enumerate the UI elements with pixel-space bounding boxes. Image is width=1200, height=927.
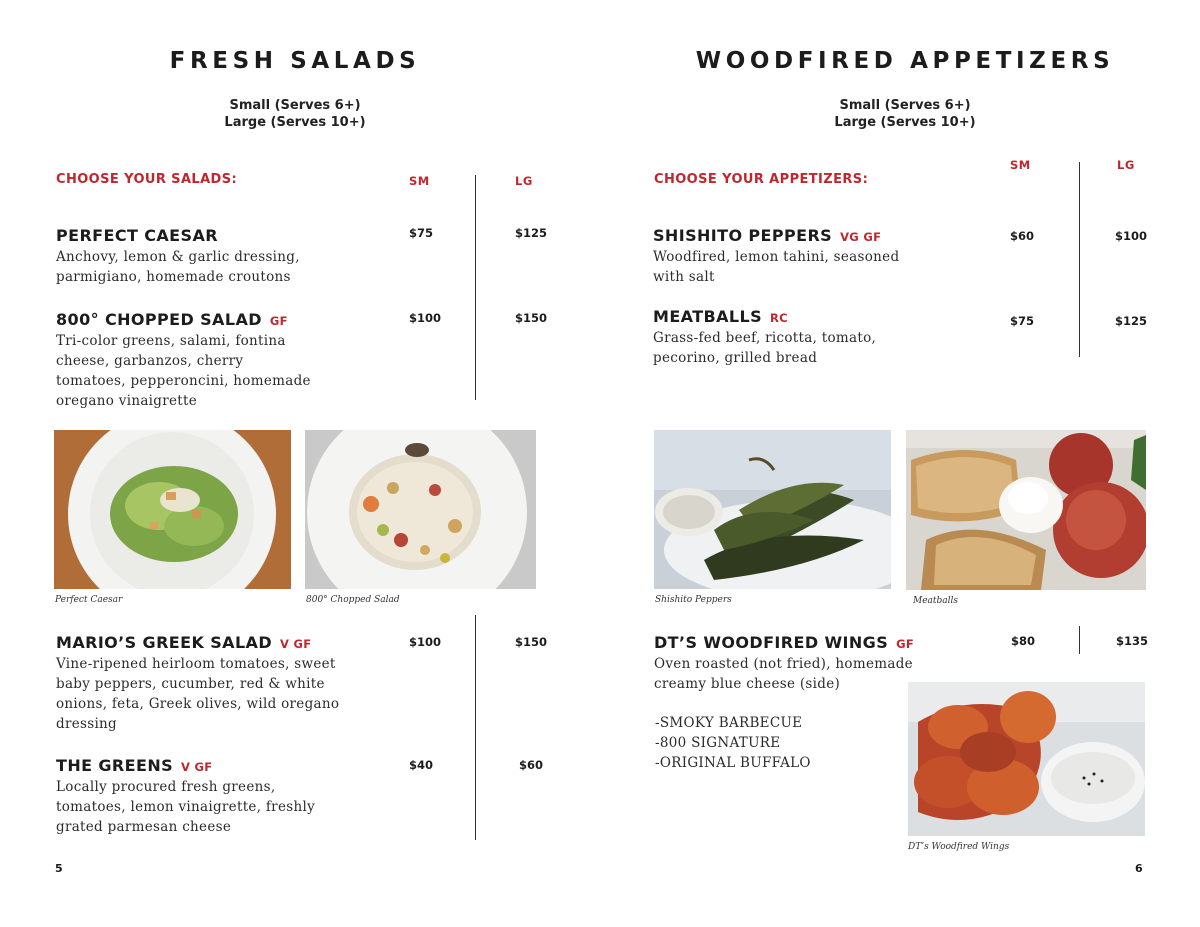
item-name: SHISHITO PEPPERS VG GF (653, 226, 882, 245)
column-divider-lower (475, 615, 476, 840)
price-sm: $100 (409, 311, 442, 325)
page-number-left: 5 (55, 862, 63, 875)
item-description: Grass-fed beef, ricotta, tomato, pecorino, grilled bread (653, 330, 877, 366)
item-name: PERFECT CAESAR (56, 226, 218, 245)
price-sm: $40 (409, 758, 434, 772)
photo-chopped-salad (305, 430, 536, 589)
col-header-sm: SM (409, 174, 430, 188)
item-name: 800° CHOPPED SALAD GF (56, 310, 288, 329)
col-header-lg: LG (515, 174, 533, 188)
item-description: Oven roasted (not fried), homemade creamy blue cheese (side) (654, 656, 913, 692)
item-name: DT’S WOODFIRED WINGS GF (654, 633, 915, 652)
size-small-label: Small (Serves 6+) (229, 98, 361, 113)
dietary-tag: V GF (280, 637, 312, 651)
page-title-appetizers: WOODFIRED APPETIZERS (695, 48, 1115, 74)
flavor-item: -SMOKY BARBECUE (655, 715, 803, 731)
size-large-label: Large (Serves 10+) (834, 115, 976, 130)
price-sm: $100 (409, 635, 442, 649)
caption-woodfired-wings: DT’s Woodfired Wings (908, 842, 1010, 852)
item-name: THE GREENS V GF (56, 756, 213, 775)
price-sm: $75 (1010, 314, 1035, 328)
price-lg: $150 (515, 311, 548, 325)
size-info-appetizers (755, 97, 1055, 131)
price-lg: $125 (1115, 314, 1148, 328)
caption-shishito-peppers: Shishito Peppers (655, 595, 732, 605)
price-lg: $125 (515, 226, 548, 240)
size-info-salads (145, 97, 445, 131)
column-divider (1079, 162, 1080, 357)
choose-salads-label: CHOOSE YOUR SALADS: (56, 172, 238, 187)
menu-item-greek-salad (56, 633, 356, 734)
price-sm: $80 (1011, 634, 1036, 648)
price-lg: $150 (515, 635, 548, 649)
caption-meatballs: Meatballs (913, 596, 959, 606)
price-lg: $135 (1116, 634, 1149, 648)
size-small-label: Small (Serves 6+) (839, 98, 971, 113)
wing-flavors-list (655, 713, 811, 773)
photo-perfect-caesar (54, 430, 291, 589)
item-description: Woodfired, lemon tahini, seasoned with salt (653, 249, 900, 285)
choose-appetizers-label: CHOOSE YOUR APPETIZERS: (654, 172, 869, 187)
item-description: Tri-color greens, salami, fontina cheese, garbanzos, cherry tomatoes, pepperoncini, homemade oregano vinaigrette (56, 333, 311, 409)
caption-perfect-caesar: Perfect Caesar (55, 595, 123, 605)
caption-chopped-salad: 800° Chopped Salad (306, 595, 400, 605)
photo-meatballs (906, 430, 1146, 590)
dietary-tag: GF (896, 637, 915, 651)
dietary-tag: RC (770, 311, 788, 325)
menu-item-shishito-peppers (653, 226, 973, 287)
dietary-tag: GF (269, 314, 288, 328)
dietary-tag: V GF (181, 760, 213, 774)
column-divider-lower (1079, 626, 1080, 654)
menu-item-chopped-salad (56, 310, 356, 411)
price-sm: $75 (409, 226, 434, 240)
price-lg: $60 (519, 758, 544, 772)
price-sm: $60 (1010, 229, 1035, 243)
photo-woodfired-wings (908, 682, 1145, 836)
item-name: MEATBALLS RC (653, 307, 788, 326)
menu-item-the-greens (56, 756, 356, 837)
menu-item-perfect-caesar (56, 226, 356, 287)
col-header-lg: LG (1117, 158, 1135, 172)
size-large-label: Large (Serves 10+) (224, 115, 366, 130)
item-description: Locally procured fresh greens, tomatoes, lemon vinaigrette, freshly grated parmesan cheese (56, 779, 315, 835)
price-lg: $100 (1115, 229, 1148, 243)
photo-shishito-peppers (654, 430, 891, 589)
flavor-item: -ORIGINAL BUFFALO (655, 755, 811, 771)
col-header-sm: SM (1010, 158, 1031, 172)
page-title-salads: FRESH SALADS (169, 48, 421, 74)
page-number-right: 6 (1135, 862, 1143, 875)
menu-item-meatballs (653, 307, 973, 368)
item-description: Vine-ripened heirloom tomatoes, sweet baby peppers, cucumber, red & white onions, feta, Greek olives, wild oregano dressing (56, 656, 340, 732)
item-name: MARIO’S GREEK SALAD V GF (56, 633, 312, 652)
column-divider (475, 175, 476, 400)
item-description: Anchovy, lemon & garlic dressing, parmigiano, homemade croutons (56, 249, 300, 285)
flavor-item: -800 SIGNATURE (655, 735, 781, 751)
dietary-tag: VG GF (840, 230, 882, 244)
